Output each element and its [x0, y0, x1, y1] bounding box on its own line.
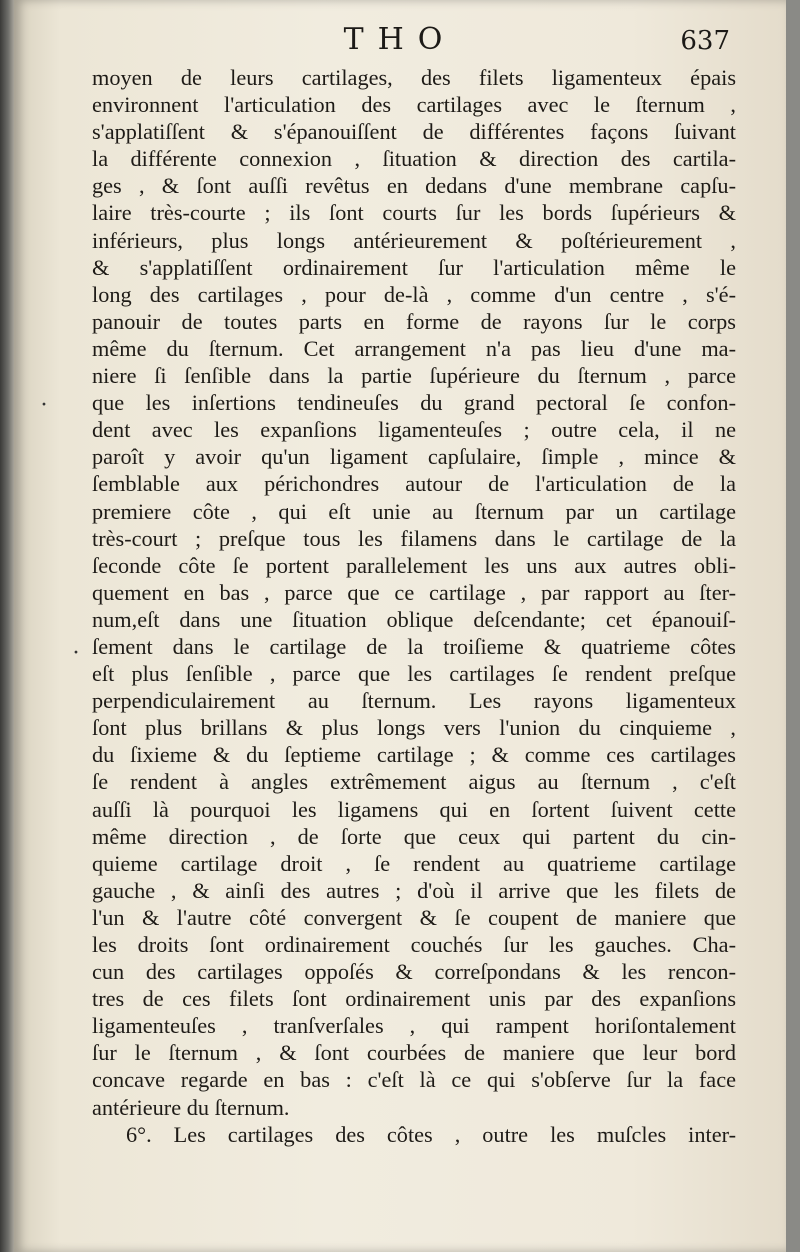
text-line: gauche , & ainſi des autres ; d'où il arrive que les filets de: [92, 877, 736, 903]
text-line: les droits ſont ordinairement couchés ſur les gauches. Cha-: [92, 932, 736, 957]
text-line: premiere côte , qui eſt unie au ſternum par un cartilage: [92, 498, 736, 524]
text-line: inférieurs, plus longs antérieurement & poſtérieurement ,: [92, 227, 736, 253]
text-line: niere ſi ſenſible dans la partie ſupérieure du ſternum , parce: [92, 363, 736, 389]
text-line: ges , & ſont auſſi revêtus en dedans d'une membrane capſu-: [92, 173, 736, 199]
text-line: ſeconde côte ſe portent parallelement les uns aux autres obli-: [92, 552, 736, 578]
text-line: même du ſternum. Cet arrangement n'a pas lieu d'une ma-: [92, 335, 736, 361]
text-line-new-paragraph: 6°. Les cartilages des côtes , outre les muſcles inter-: [126, 1121, 736, 1147]
text-line: long des cartilages , pour de-là , comme d'un centre , s'é-: [92, 281, 736, 307]
margin-dot-mark: ·: [72, 640, 80, 666]
text-line: environnent l'articulation des cartilages avec le ſternum ,: [92, 92, 736, 118]
text-line: num,eſt dans une ſituation oblique deſcendante; cet épanouiſ-: [92, 606, 736, 632]
text-line: eſt plus ſenſible , parce que les cartilages ſe rendent preſque: [92, 661, 736, 687]
text-line: cun des cartilages oppoſés & correſpondans & les rencon-: [92, 959, 736, 985]
text-line: même direction , de ſorte que ceux qui partent du cin-: [92, 823, 736, 849]
book-binding-edge: [0, 0, 14, 1252]
running-head-title: THO: [343, 22, 457, 57]
text-line: & s'applatiſſent ordinairement ſur l'articulation même le: [92, 254, 736, 280]
text-line: ſe rendent à angles extrêmement aigus au ſternum , c'eſt: [92, 769, 736, 795]
text-line: ſement dans le cartilage de la troiſieme & quatrieme côtes: [92, 633, 736, 659]
text-line: ſont plus brillans & plus longs vers l'union du cinquieme ,: [92, 715, 736, 741]
text-line: laire très-courte ; ils ſont courts ſur les bords ſupérieurs &: [92, 200, 736, 226]
page-number: 637: [680, 26, 730, 56]
text-line: très-court ; preſque tous les filamens dans le cartilage de la: [92, 525, 736, 551]
text-line: panouir de toutes parts en forme de rayons ſur le corps: [92, 308, 736, 334]
text-line: paroît y avoir qu'un ligament capſulaire, ſimple , mince &: [92, 444, 736, 470]
text-line: que les inſertions tendineuſes du grand pectoral ſe confon-: [92, 390, 736, 416]
text-line: auſſi là pourquoi les ligamens qui en ſortent ſuivent cette: [92, 796, 736, 822]
body-text: [92, 64, 736, 1148]
text-line: dent avec les expanſions ligamenteuſes ; outre cela, il ne: [92, 417, 736, 443]
text-line: la différente connexion , ſituation & direction des cartila-: [92, 146, 736, 172]
margin-dot-mark: ·: [40, 392, 48, 418]
text-line: perpendiculairement au ſternum. Les rayons ligamenteux: [92, 688, 736, 714]
text-line: l'un & l'autre côté convergent & ſe coupent de maniere que: [92, 904, 736, 930]
text-line: tres de ces filets ſont ordinairement unis par des expanſions: [92, 986, 736, 1012]
text-line: quement en bas , parce que ce cartilage , par rapport au ſter-: [92, 579, 736, 605]
text-line: ſemblable aux périchondres autour de l'articulation de la: [92, 471, 736, 497]
text-line: ligamenteuſes , tranſverſales , qui rampent horiſontalement: [92, 1013, 736, 1039]
text-line: ſur le ſternum , & ſont courbées de maniere que leur bord: [92, 1040, 736, 1066]
text-line: quieme cartilage droit , ſe rendent au quatrieme cartilage: [92, 850, 736, 876]
text-line: du ſixieme & du ſeptieme cartilage ; & comme ces cartilages: [92, 742, 736, 768]
text-line: s'applatiſſent & s'épanouiſſent de différentes façons ſuivant: [92, 119, 736, 145]
text-line: moyen de leurs cartilages, des filets ligamenteux épais: [92, 65, 736, 90]
text-line: concave regarde en bas : c'eſt là ce qui s'obſerve ſur la face: [92, 1067, 736, 1093]
text-line: antérieure du ſternum.: [92, 1094, 290, 1120]
